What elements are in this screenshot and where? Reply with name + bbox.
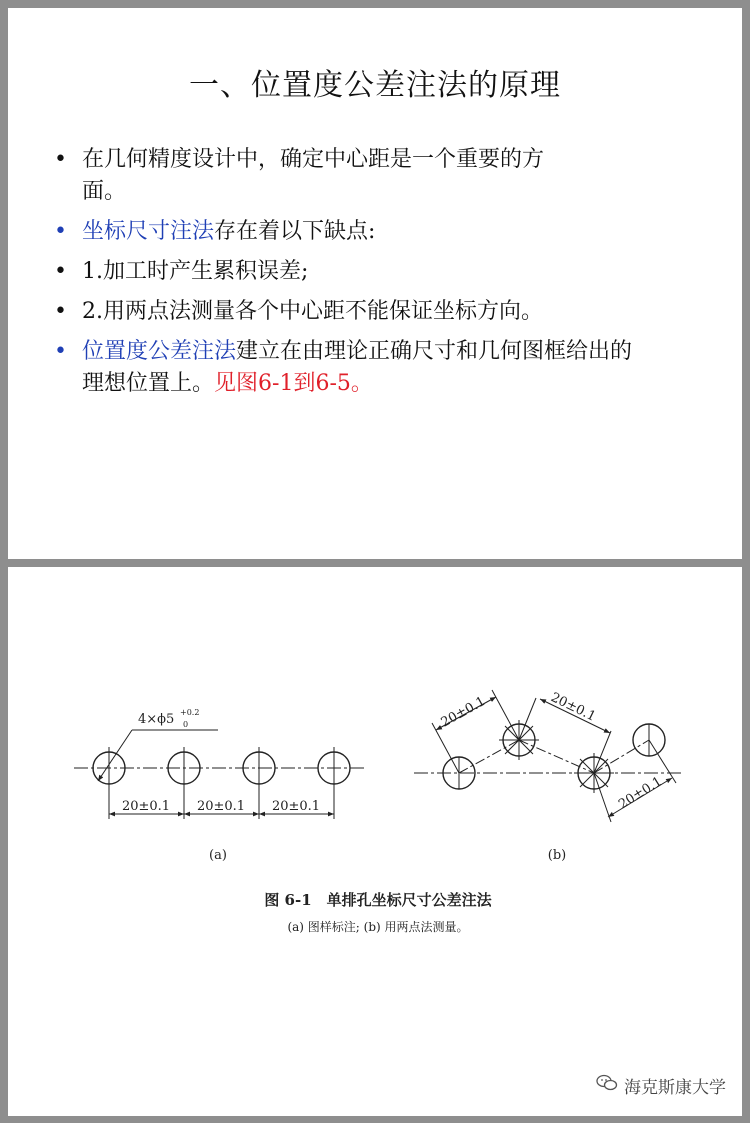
highlight-term: 位置度公差注法 bbox=[82, 339, 237, 364]
bullet-text: 1.加工时产生累积误差; bbox=[82, 259, 309, 284]
bullet-text: 在几何精度设计中，确定中心距是一个重要的方 bbox=[82, 147, 545, 172]
bullet-dot: • bbox=[54, 219, 67, 244]
bullet-text: 2.用两点法测量各个中心距不能保证坐标方向。 bbox=[82, 299, 543, 324]
bullet-text: 建立在由理论正确尺寸和几何图框给出的 bbox=[236, 339, 633, 364]
bullet-dot: • bbox=[54, 339, 67, 364]
bullet-dot: • bbox=[54, 259, 67, 284]
bullet-item-1 bbox=[54, 144, 724, 208]
dim-a2: 20±0.1 bbox=[196, 799, 246, 814]
bullet-text-cont: 面。 bbox=[82, 179, 127, 204]
figure-6-1 bbox=[8, 567, 742, 1116]
wechat-icon bbox=[596, 1074, 618, 1097]
figure-caption-sub: (a) 图样标注; (b) 用两点法测量。 bbox=[287, 920, 469, 934]
bullet-dot: • bbox=[54, 299, 67, 324]
bullet-item-3 bbox=[54, 256, 724, 288]
dim-b1: 20±0.1 bbox=[438, 694, 489, 731]
bullet-text-cont: 理想位置上。 bbox=[82, 371, 215, 396]
figure-reference: 见图6-1到6-5。 bbox=[214, 371, 373, 396]
dim-a1: 20±0.1 bbox=[121, 799, 171, 814]
figure-caption-title: 图 6-1 单排孔坐标尺寸公差注法 bbox=[264, 891, 492, 909]
highlight-term: 坐标尺寸注法 bbox=[82, 219, 215, 244]
dim-b3: 20±0.1 bbox=[616, 774, 665, 813]
dim-a3: 20±0.1 bbox=[271, 799, 321, 814]
slide-2 bbox=[8, 567, 742, 1116]
slide-1 bbox=[8, 8, 742, 559]
figure-a-label: (a) bbox=[209, 848, 227, 863]
dim-b2: 20±0.1 bbox=[548, 690, 599, 725]
callout-tol-lower: 0 bbox=[183, 720, 189, 729]
callout-tol-upper: +0.2 bbox=[180, 708, 200, 717]
bullet-item-2 bbox=[54, 216, 724, 248]
bullet-dot: • bbox=[54, 147, 67, 172]
watermark-text: 海克斯康大学 bbox=[624, 1078, 726, 1098]
watermark bbox=[596, 1073, 726, 1098]
callout-diameter: 4×ϕ5 bbox=[138, 712, 175, 727]
bullet-list bbox=[54, 144, 724, 408]
figure-b-label: (b) bbox=[547, 848, 567, 863]
bullet-text: 存在着以下缺点: bbox=[214, 219, 376, 244]
bullet-item-5 bbox=[54, 336, 724, 400]
bullet-item-4 bbox=[54, 296, 724, 328]
slide-title: 一、位置度公差注法的原理 bbox=[189, 68, 561, 103]
